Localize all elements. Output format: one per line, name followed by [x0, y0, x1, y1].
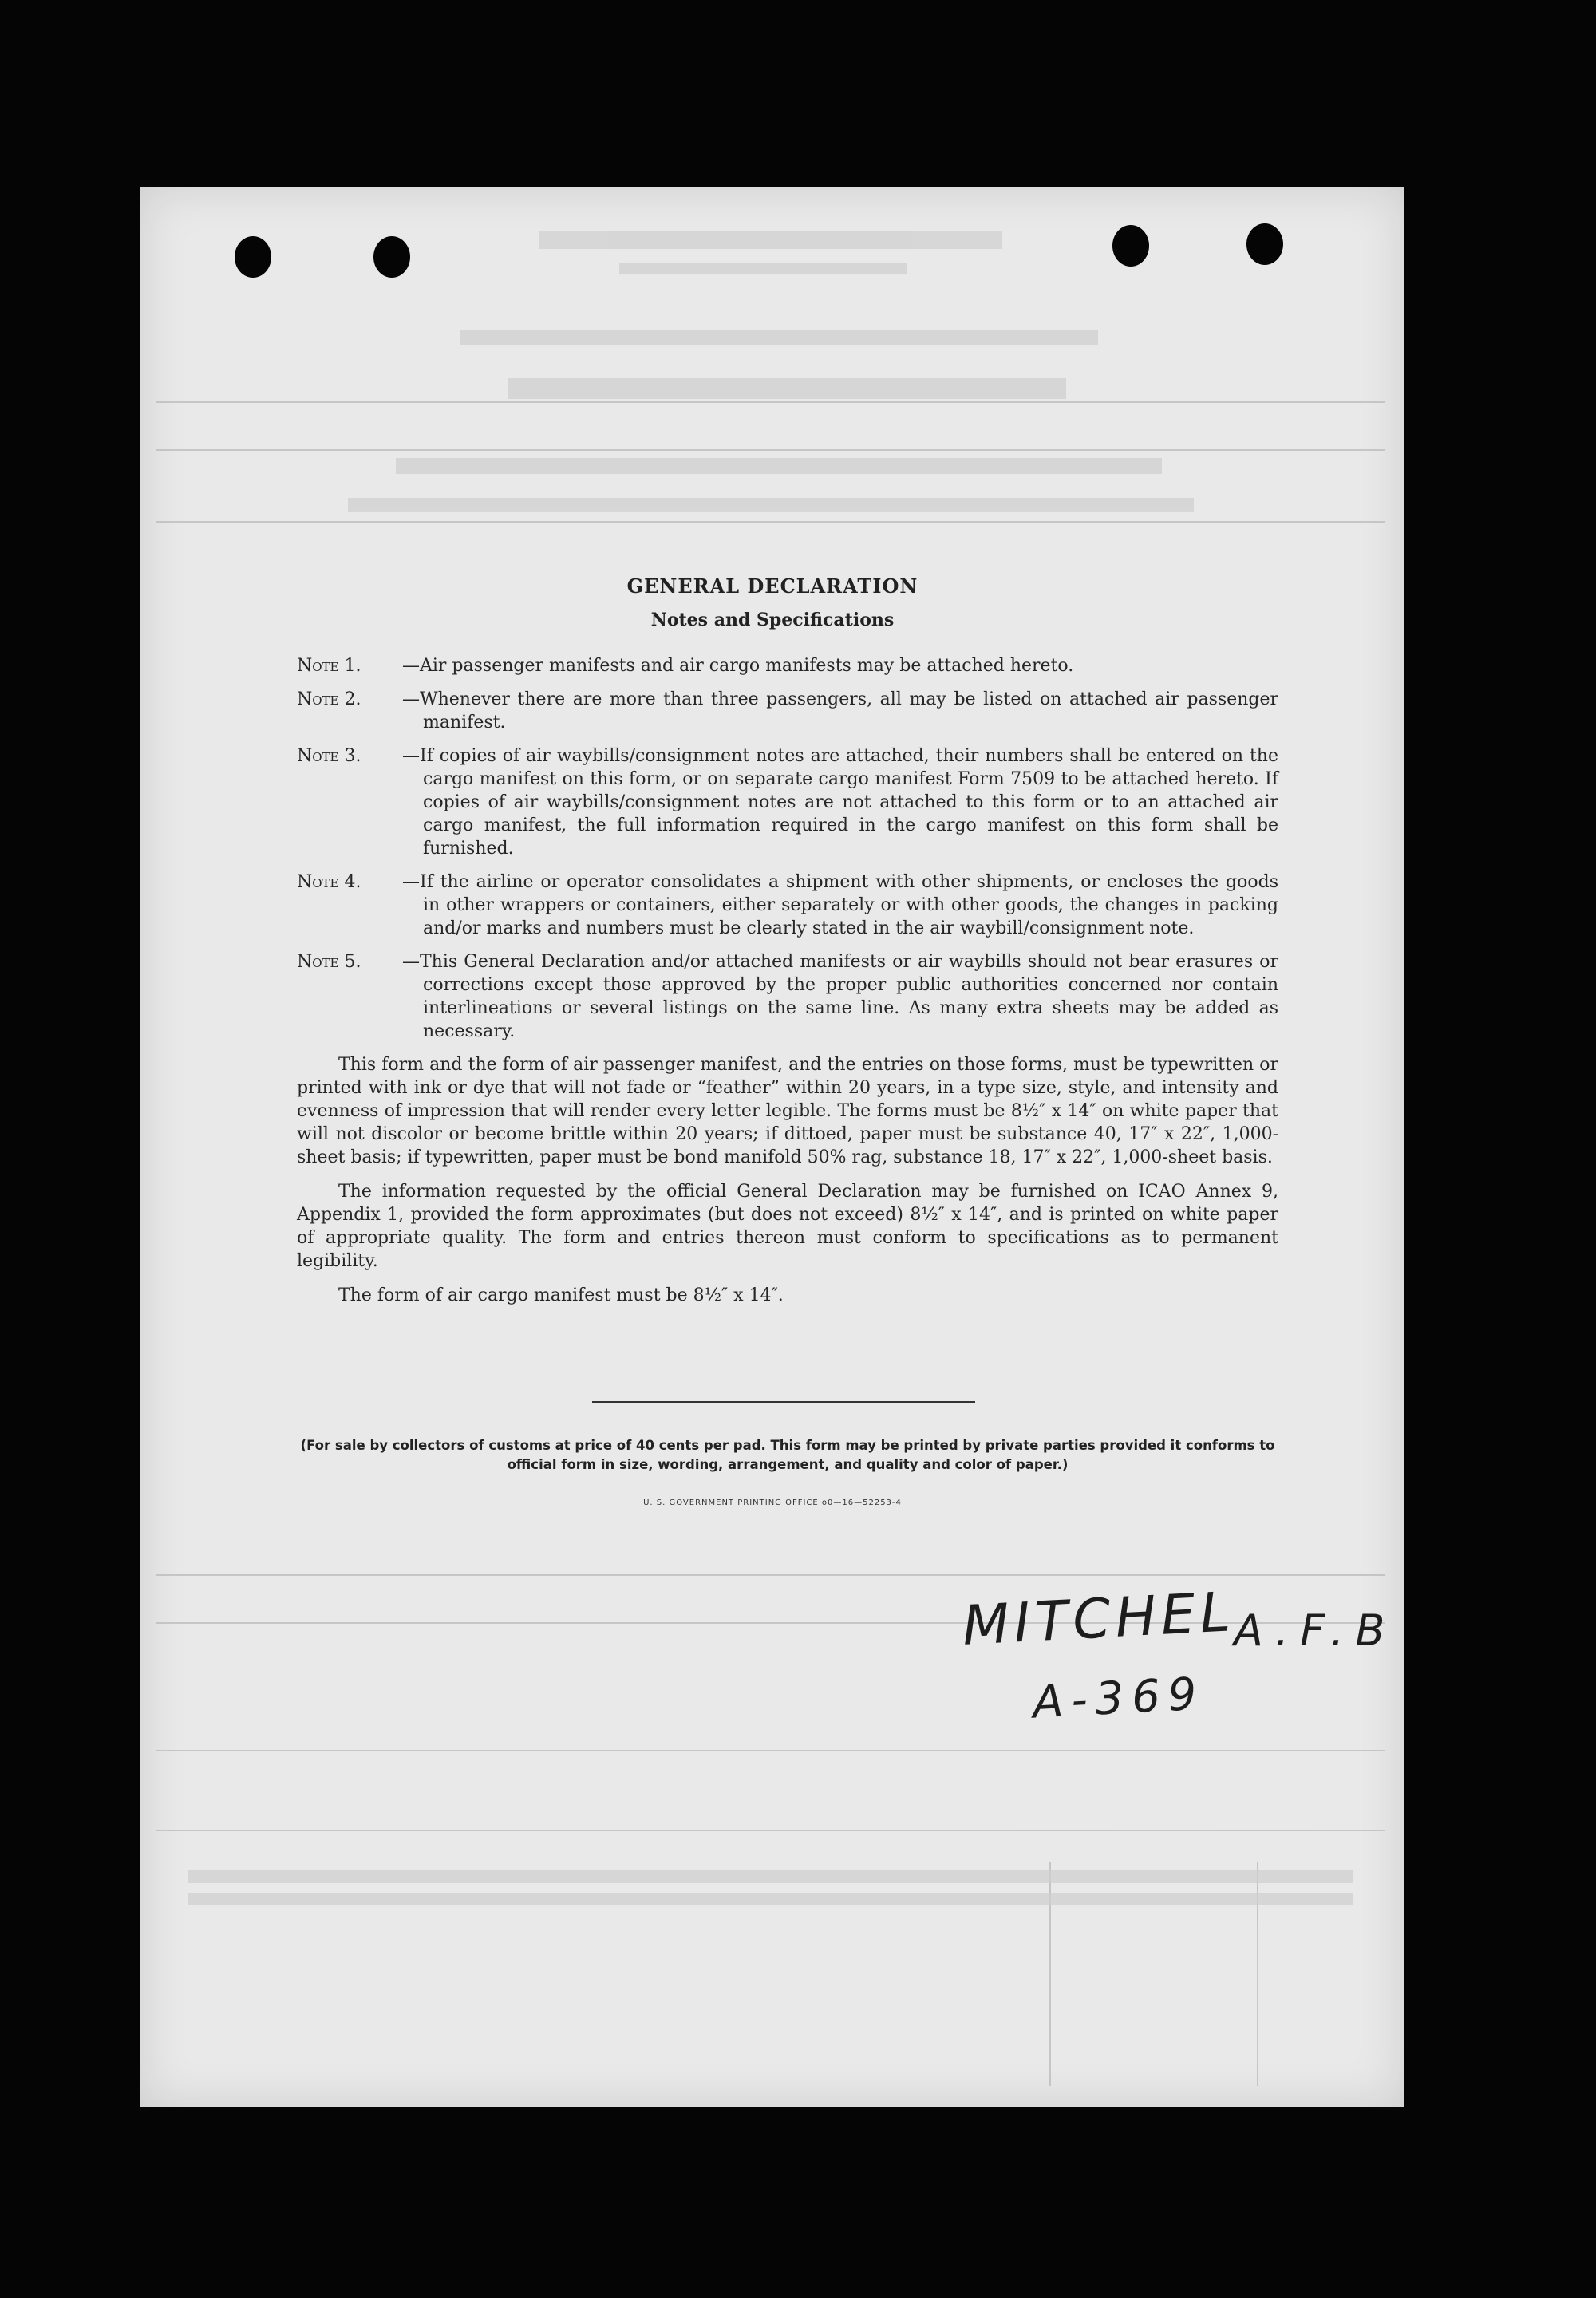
page-subtitle: Notes and Specifications	[650, 610, 895, 630]
punch-hole	[373, 236, 410, 278]
paragraph: The information requested by the official General Declaration may be furnished on ICAO Annex 9, Appendix 1, provided the form approximates (but does not exceed) 8½″ x 14″, and is printed on white paper of appropriate quality. The form and entries thereon must conform to specifications as to permanent legibility.	[297, 1182, 1278, 1271]
note-item	[297, 688, 1278, 734]
note-label: Note 2.	[297, 689, 361, 709]
handwritten-base: A.F.B	[1234, 1605, 1396, 1656]
note-text: —Air passenger manifests and air cargo manifests may be attached hereto.	[402, 656, 1074, 676]
note-label: Note 3.	[297, 746, 361, 766]
note-item	[297, 950, 1278, 1043]
document-page	[140, 187, 1404, 2106]
page-title: GENERAL DECLARATION	[626, 574, 918, 598]
note-item	[297, 654, 1278, 677]
punch-hole	[1112, 225, 1149, 267]
note-text: —If the airline or operator consolidates a shipment with other shipments, or encloses the goods in other wrappers or containers, either separately or with other goods, the changes in packing and/or marks and numbers must be clearly stated in the air waybill/consignment note.	[402, 872, 1278, 938]
note-item	[297, 871, 1278, 940]
note-label: Note 1.	[297, 656, 361, 676]
printer-line: U. S. GOVERNMENT PRINTING OFFICE o0—16—52253-4	[643, 1498, 902, 1507]
handwritten-reference: A-369	[1031, 1668, 1206, 1729]
note-label: Note 5.	[297, 952, 361, 972]
punch-hole	[1246, 223, 1283, 265]
note-text: —If copies of air waybills/consignment notes are attached, their numbers shall be entered on the cargo manifest on this form, or on separate cargo manifest Form 7509 to be attached hereto. If copies of air waybills/consignment notes are not attached to this form or to an attached air cargo manifest, the full information required in the cargo manifest on this form shall be furnished.	[402, 746, 1278, 859]
note-label: Note 4.	[297, 872, 361, 892]
note-item	[297, 744, 1278, 860]
notes-body	[297, 654, 1278, 1318]
paragraph: The form of air cargo manifest must be 8½″ x 14″.	[338, 1285, 784, 1305]
handwritten-location: MITCHEL	[961, 1581, 1237, 1658]
sale-notice: (For sale by collectors of customs at price of 40 cents per pad. This form may be printed by private parties provided it conforms to official form in size, wording, arrangement, and quality and color of paper.)	[300, 1438, 1275, 1472]
punch-hole	[235, 236, 271, 278]
note-text: —Whenever there are more than three passengers, all may be listed on attached air passenger manifest.	[402, 689, 1278, 732]
paragraph: This form and the form of air passenger manifest, and the entries on those forms, must be typewritten or printed with ink or dye that will not fade or “feather” within 20 years, in a type size, style, and intensity and evenness of impression that will render every letter legible. The forms must be 8½″ x 14″ on white paper that will not discolor or become brittle within 20 years; if dittoed, paper must be substance 40, 17″ x 22″, 1,000-sheet basis; if typewritten, paper must be bond manifold 50% rag, substance 18, 17″ x 22″, 1,000-sheet basis.	[297, 1055, 1278, 1167]
note-text: —This General Declaration and/or attached manifests or air waybills should not bear erasures or corrections except those approved by the proper public authorities concerned nor contain interlineations or several listings on the same line. As many extra sheets may be added as necessary.	[402, 952, 1278, 1041]
divider	[592, 1401, 975, 1403]
